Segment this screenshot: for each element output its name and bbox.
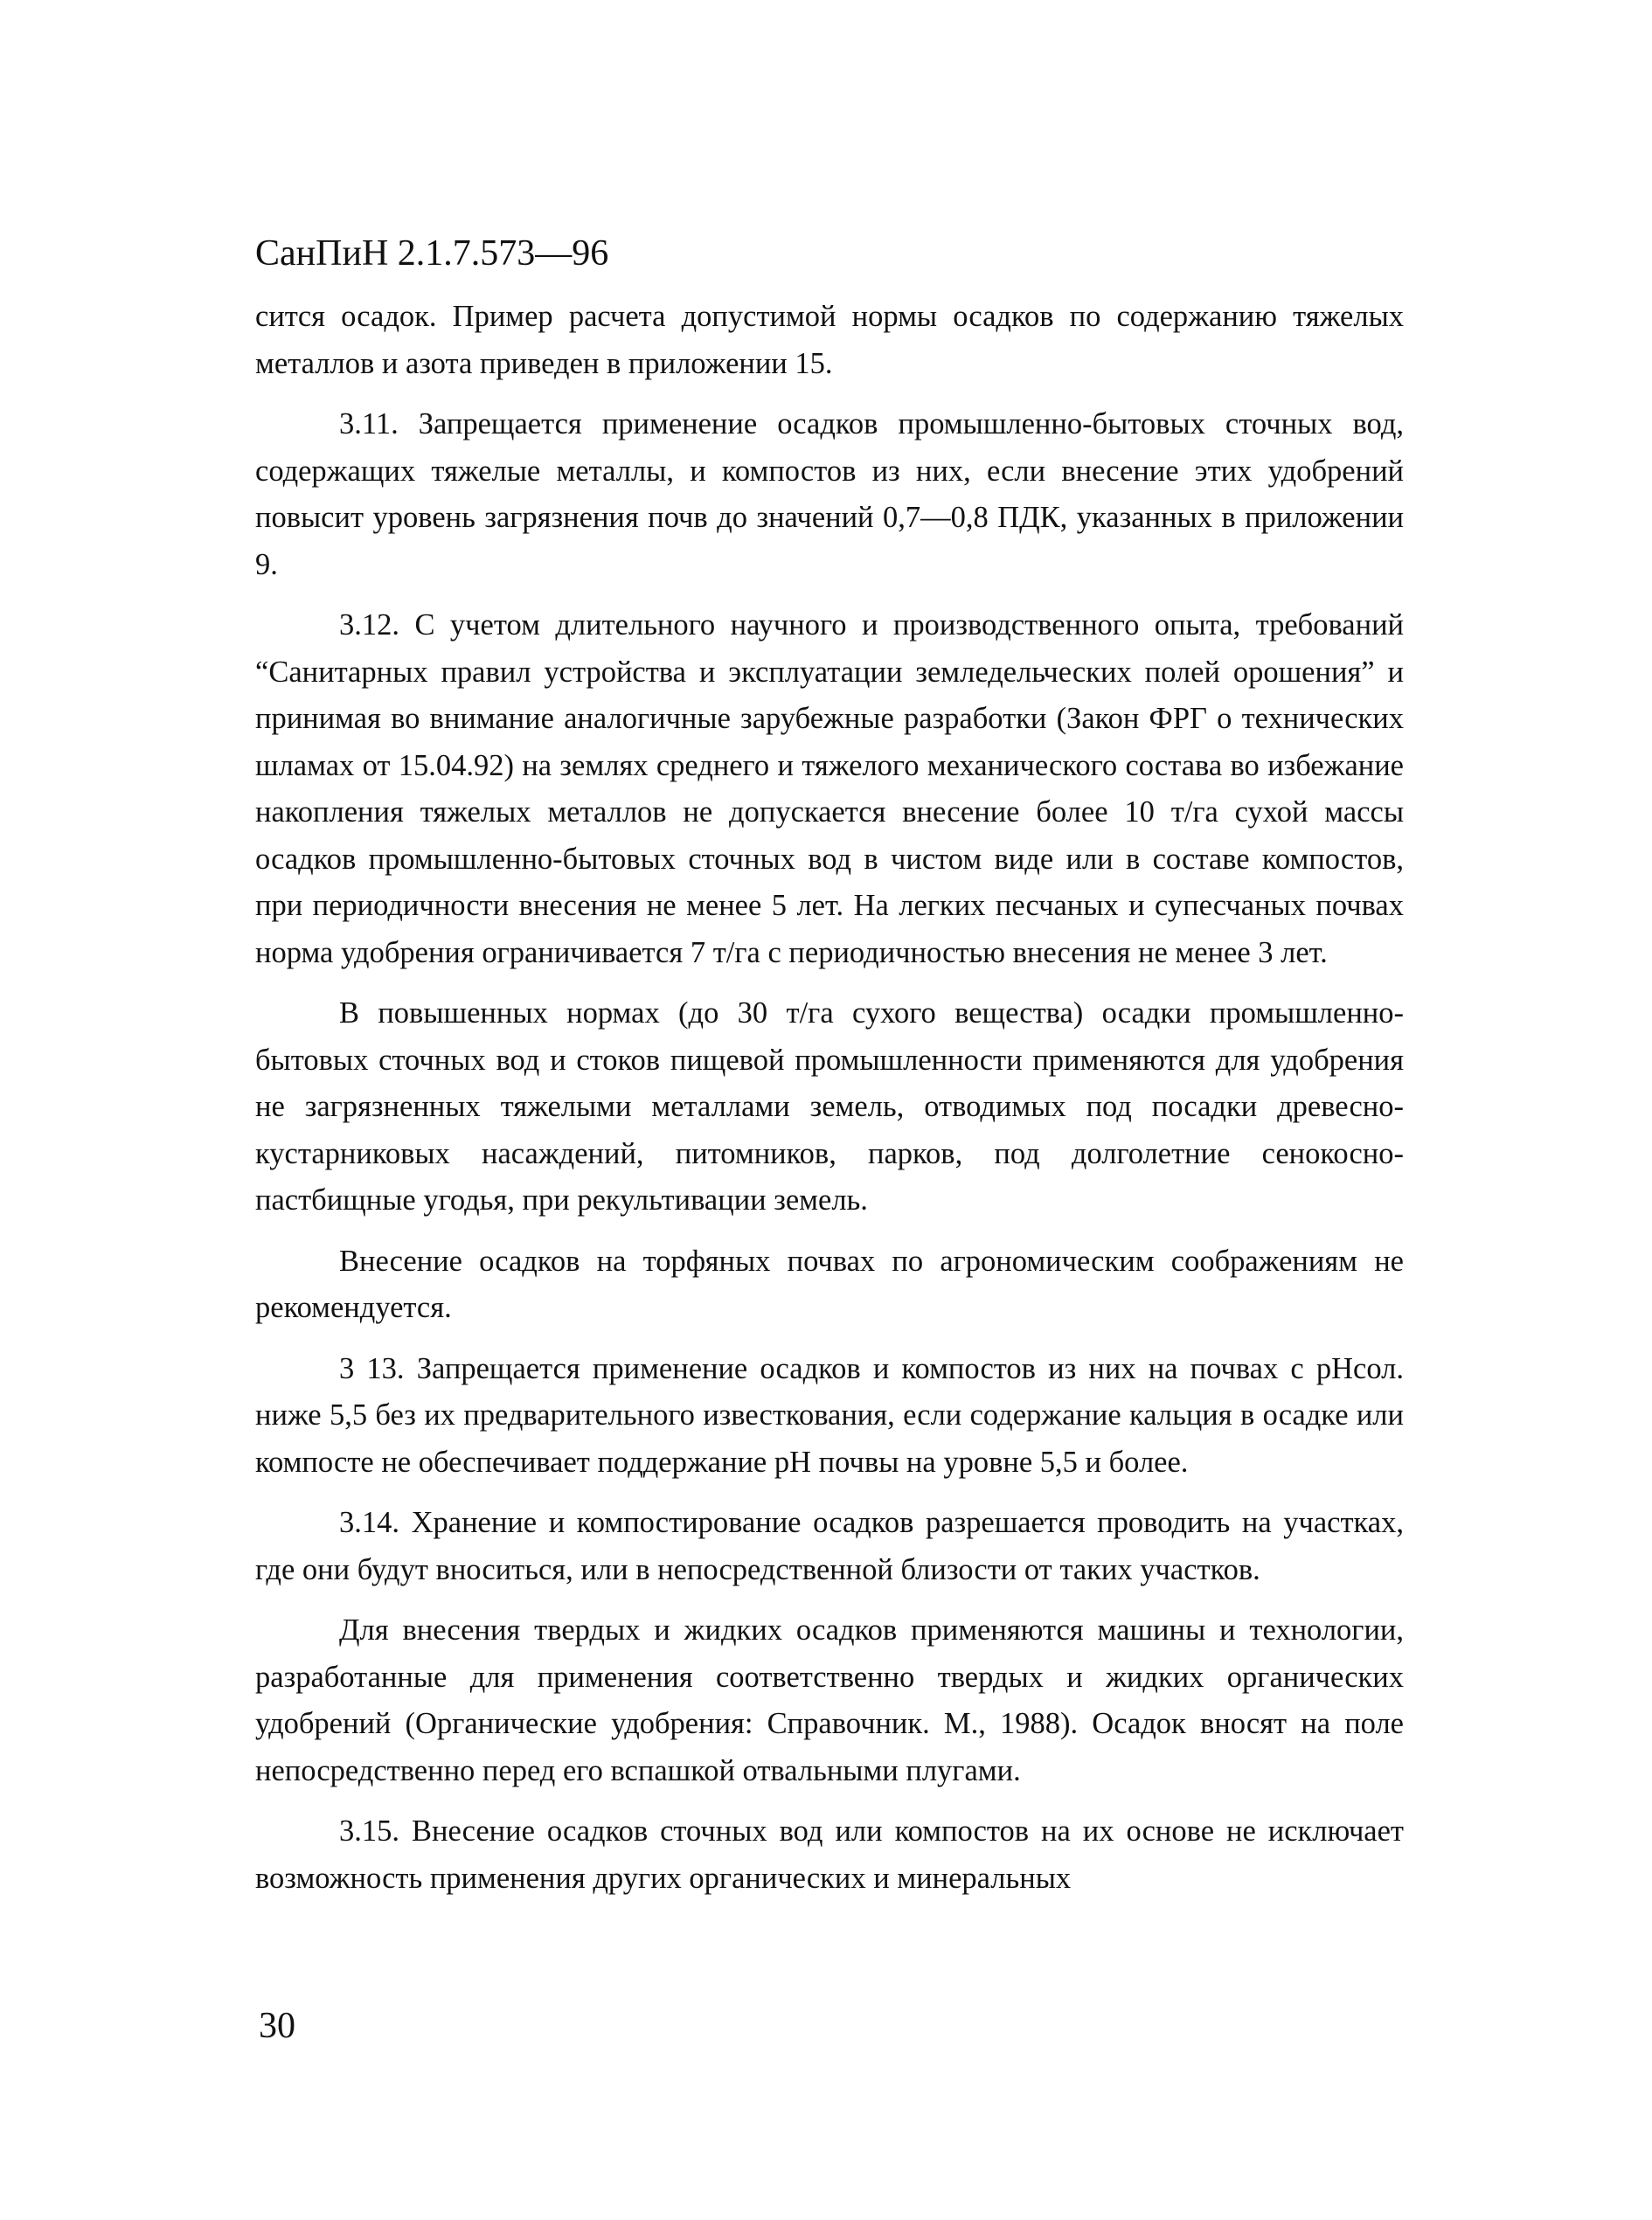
document-code-header: СанПиН 2.1.7.573—96 xyxy=(255,233,609,274)
paragraph-3-15: 3.15. Внесение осадков сточных вод или компостов на их основе не исключает возможность применения других органических и минеральных xyxy=(255,1814,1404,1895)
paragraph-3-14: 3.14. Хранение и компостирование осадков разрешается проводить на участках, где они будут вноситься, или в непосредственной близости от таких участков. xyxy=(255,1506,1404,1586)
paragraph-machinery: Для внесения твердых и жидких осадков применяются машины и технологии, разработанные для применения соответственно твердых и жидких органических удобрений (Органические удобрения: Справочник. М., 1988). Осадок вносят на поле непосредственно перед его вспашкой отвальными плугами. xyxy=(255,1613,1404,1787)
paragraph-peat-soils: Внесение осадков на торфяных почвах по агрономическим соображениям не рекомендуется. xyxy=(255,1244,1404,1324)
paragraph-continuation: ситcя осадок. Пример расчета допустимой нормы осадков по содержанию тяжелых металлов и азота приведен в приложении 15. xyxy=(255,300,1404,380)
page-number: 30 xyxy=(259,2006,295,2046)
paragraph-3-11: 3.11. Запрещается применение осадков промышленно-бытовых сточных вод, содержащих тяжелые металлы, и компостов из них, если внесение этих удобрений повысит уровень загрязнения почв до значений 0,7—0,8 ПДК, указанных в приложении 9. xyxy=(255,407,1404,581)
paragraph-increased-norms: В повышенных нормах (до 30 т/га сухого вещества) осадки промышленно-бытовых сточных вод и стоков пищевой промышленности применяются для удобрения не загрязненных тяжелыми металлами земель, отводимых под посадки древесно-кустарниковых насаждений, питомников, парков, под долголетние сенокосно-пастбищные угодья, при рекультивации земель. xyxy=(255,996,1404,1217)
body-text xyxy=(255,294,1404,1916)
paragraph-3-13: 3 13. Запрещается применение осадков и компостов из них на почвах с pHсол. ниже 5,5 без их предварительного известкования, если содержание кальция в осадке или компосте не обеспечивает поддержание pH почвы на уровне 5,5 и более. xyxy=(255,1351,1404,1479)
paragraph-3-12: 3.12. С учетом длительного научного и производственного опыта, требований “Санитарных правил устройства и эксплуатации земледельческих полей орошения” и принимая во внимание аналогичные зарубежные разработки (Закон ФРГ о технических шламах от 15.04.92) на землях среднего и тяжелого механического состава во избежание накопления тяжелых металлов не допускается внесение более 10 т/га сухой массы осадков промышленно-бытовых сточных вод в чистом виде или в составе компостов, при периодичности внесения не менее 5 лет. На легких песчаных и супесчаных почвах норма удобрения ограничивается 7 т/га с периодичностью внесения не менее 3 лет. xyxy=(255,608,1404,969)
